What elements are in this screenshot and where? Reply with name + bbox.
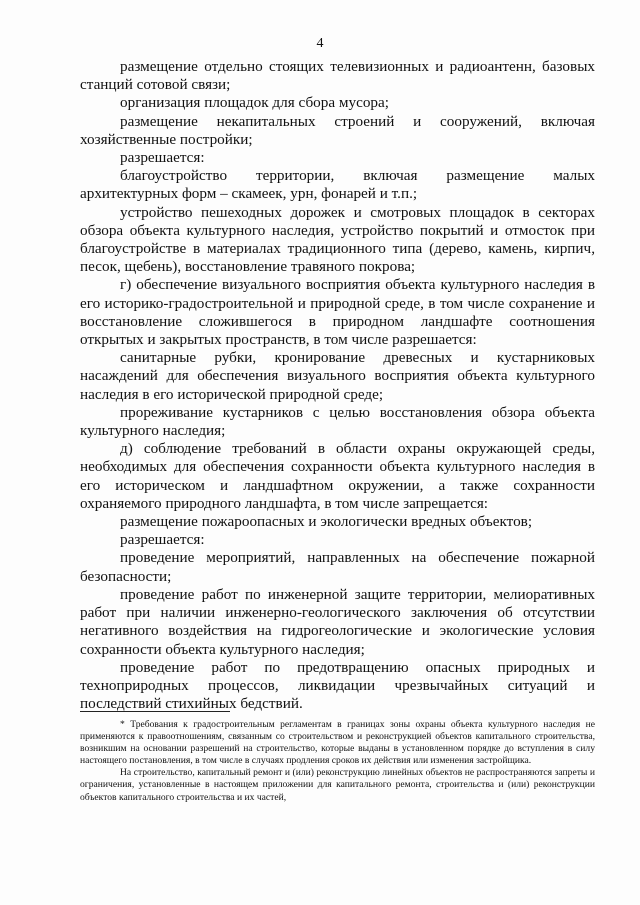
footnote: На строительство, капитальный ремонт и (или) реконструкцию линейных объектов не распространяются запреты и ограничения, установленные в настоящем приложении для капитального ремонта, строительства и (или) реконструкции объектов капитального строительства и их частей, bbox=[80, 767, 595, 803]
paragraph: г) обеспечение визуального восприятия объекта культурного наследия в его историко-градостроительной и природной среде, в том числе сохранение и восстановление сложившегося в природном ландшафте соотношения открытых и закрытых пространств, в том числе разрешается: bbox=[80, 276, 595, 349]
footnote-divider bbox=[80, 711, 230, 712]
footnotes bbox=[80, 719, 595, 804]
paragraph: размещение пожароопасных и экологически вредных объектов; bbox=[120, 513, 533, 531]
paragraph: устройство пешеходных дорожек и смотровых площадок в секторах обзора объекта культурного наследия, устройство покрытий и отмосток при благоустройстве в материалах традиционного типа (дерево, камень, кирпич, песок, щебень), восстановление травяного покрова; bbox=[80, 203, 595, 276]
paragraph: размещение некапитальных строений и сооружений, включая хозяйственные постройки; bbox=[80, 112, 595, 148]
paragraph: проведение мероприятий, направленных на обеспечение пожарной безопасности; bbox=[80, 549, 595, 585]
paragraph: санитарные рубки, кронирование древесных и кустарниковых насаждений для обеспечения визуального восприятия объекта культурного наследия в его исторической природной среде; bbox=[80, 349, 595, 403]
paragraph: проведение работ по инженерной защите территории, мелиоративных работ при наличии инженерно-геологического заключения об отсутствии негативного воздействия на гидрогеологические и экологические условия сохранности объекта культурного наследия; bbox=[80, 585, 595, 658]
page-number: 4 bbox=[316, 36, 324, 51]
paragraph: прореживание кустарников с целью восстановления обзора объекта культурного наследия; bbox=[80, 403, 595, 440]
paragraph: разрешается: bbox=[120, 531, 205, 549]
body-text bbox=[80, 58, 595, 713]
paragraph: благоустройство территории, включая размещение малых архитектурных форм – скамеек, урн, фонарей и т.п.; bbox=[80, 167, 595, 203]
paragraph: д) соблюдение требований в области охраны окружающей среды, необходимых для обеспечения сохранности объекта культурного наследия в его историческом и ландшафтном окружении, а также сохранности охраняемого природного ландшафта, в том числе запрещается: bbox=[80, 440, 595, 512]
paragraph: размещение отдельно стоящих телевизионных и радиоантенн, базовых станций сотовой связи; bbox=[80, 58, 595, 94]
paragraph: проведение работ по предотвращению опасных природных и техноприродных процессов, ликвидации чрезвычайных ситуаций и последствий стихийных бедствий. bbox=[80, 658, 595, 713]
paragraph: организация площадок для сбора мусора; bbox=[120, 94, 389, 112]
footnote: * Требования к градостроительным регламентам в границах зоны охраны объекта культурного наследия не применяются к правоотношениям, связанным со строительством и реконструкцией объектов капитального строительства, возникшим на основании разрешений на строительство, которые выданы в установленном порядке до вступления в силу настоящего постановления, в том числе в случаях продления сроков их действия или изменения застройщика. bbox=[80, 719, 595, 767]
paragraph: разрешается: bbox=[120, 149, 205, 167]
